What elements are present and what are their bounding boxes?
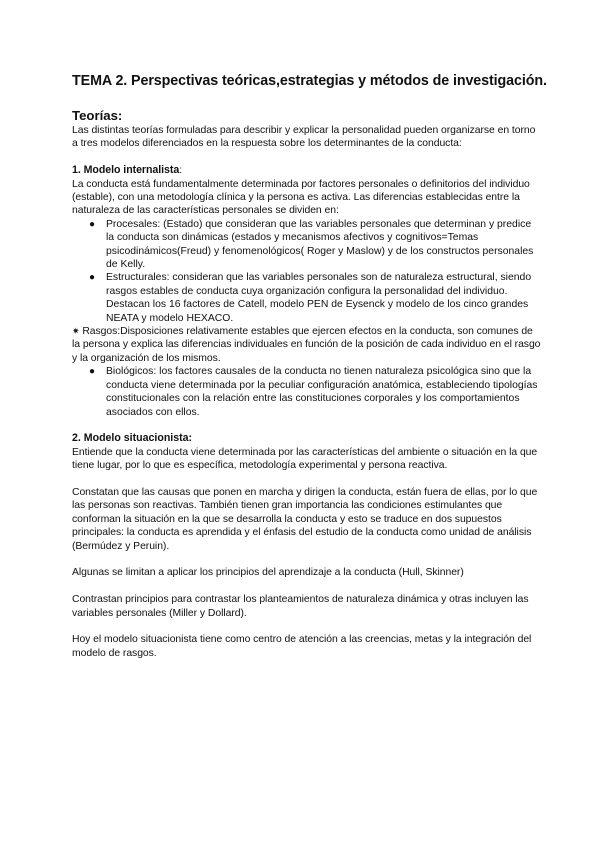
situacionista-p5: Hoy el modelo situacionista tiene como centro de atención a las creencias, metas y la integración del modelo de rasgos.: [72, 634, 532, 659]
title-prefix: TEMA 2.: [72, 73, 132, 89]
intro-paragraph: Las distintas teorías formuladas para describir y explicar la personalidad pueden organizarse en torno a tres modelos diferenciados en la respuesta sobre los determinantes de la conducta:: [72, 125, 536, 150]
situacionista-heading: 2. Modelo situacionista:: [72, 432, 193, 445]
situacionista-p3: Algunas se limitan a aplicar los principios del aprendizaje a la conducta (Hull, Skinner): [72, 567, 464, 579]
situacionista-p2: Constatan que las causas que ponen en marcha y dirigen la conducta, están fuera de ellas, por lo que las personas son reactivas. También tienen gran importancia las condiciones estimulantes que conforman la situación en la que se desarrolla la conducta y esto se traduce en dos supuestos principales: la conducta es aprendida y el énfasis del estudio de la conducta como unidad de análisis (Bermúdez y Peruin).: [72, 486, 538, 552]
page-title: [72, 72, 547, 90]
list-item-text: Estructurales: consideran que las variables personales son de naturaleza estructural, siendo rasgos estables de conducta cuya organización configura la personalidad del individuo.: [106, 272, 532, 297]
situacionista-p4: Contrastan principios para contrastar los planteamientos de naturaleza dinámica y otras incluyen las variables personales (Miller y Dollard).: [72, 594, 529, 619]
asterisk-icon: ✷: [72, 326, 80, 337]
list-item-estructurales: [89, 271, 542, 298]
document-page: [72, 72, 547, 660]
continuation-text: Destacan los 16 factores de Catell, modelo PEN de Eysenck y modelo de los cinco grandes NEATA y modelo HEXACO.: [106, 299, 529, 324]
situacionista-p1: Entiende que la conducta viene determinada por las características del ambiente o situación en la que tiene lugar, por lo que es específica, metodología experimental y persona reactiva.: [72, 446, 538, 472]
internalista-list: [72, 218, 542, 325]
list-item-procesales: [89, 218, 542, 272]
rasgos-text: Rasgos:Disposiciones relativamente estables que ejercen efectos en la conducta, son comunes de la persona y explica las diferencias individuales en función de la posición de cada individuo en el rasgo y la organización de los mismos.: [72, 326, 541, 364]
bullet-icon: ●: [89, 366, 96, 378]
internalista-text: La conducta está fundamentalmente determinada por factores personales o definitorios del individuo (estable), con una metodología clínica y la persona es activa. Las diferencias establecidas entre la naturaleza de las características personales se dividen en:: [72, 178, 530, 217]
list-item-continuation: [106, 298, 542, 325]
title-bold: Perspectivas teóricas,estrategias y métodos de investigación.: [131, 73, 547, 89]
bullet-icon: ●: [89, 218, 96, 230]
rasgos-list: [72, 365, 542, 419]
heading-teorias: Teorías:: [72, 108, 123, 123]
list-item-text: Biológicos: los factores causales de la conducta no tienen naturaleza psicológica sino que la conducta viene determinada por la peculiar configuración anatómica, estableciendo tipologías constitucionales con la relación entre las constituciones corporales y los comportamientos asociados con ellos.: [106, 366, 538, 418]
internalista-heading: 1. Modelo internalista: [72, 164, 180, 177]
list-item-biologicos: [89, 365, 542, 419]
bullet-icon: ●: [89, 272, 96, 284]
rasgos-paragraph: [72, 325, 542, 365]
internalista-colon: :: [179, 165, 183, 177]
list-item-text: Procesales: (Estado) que consideran que las variables personales que determinan y predice la conducta son dinámicas (estados y mecanismos afectivos y cognitivos=Temas psicodinámicos(Freud) y fenomenológicos( Roger y Maslow) y de los constructos personales de Kelly.: [106, 218, 534, 271]
internalista-heading-line: [72, 164, 542, 177]
